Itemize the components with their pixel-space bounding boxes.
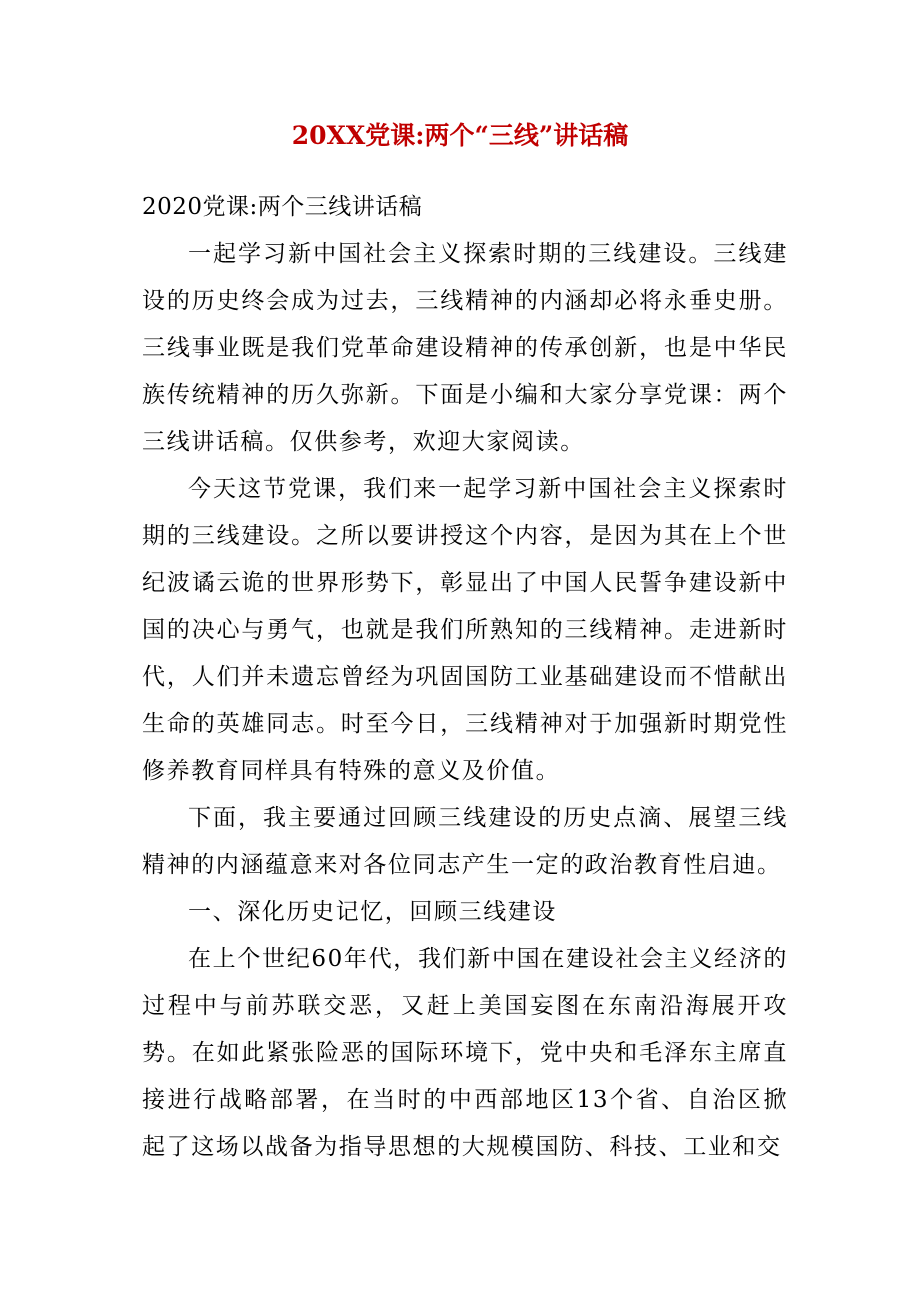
document-body: [142, 184, 788, 1171]
paragraph-overview: 下面，我主要通过回顾三线建设的历史点滴、展望三线精神的内涵蕴意来对各位同志产生一定的政治教育性启迪。: [142, 805, 788, 878]
document-title: 20XX党课:两个“三线”讲话稿: [291, 121, 629, 150]
paragraph-today-lesson: 今天这节党课，我们来一起学习新中国社会主义探索时期的三线建设。之所以要讲授这个内容，是因为其在上个世纪波谲云诡的世界形势下，彰显出了中国人民誓争建设新中国的决心与勇气，也就是我们所熟知的三线精神。走进新时代，人们并未遗忘曾经为巩固国防工业基础建设而不惜献出生命的英雄同志。时至今日，三线精神对于加强新时期党性修养教育同样具有特殊的意义及价值。: [142, 476, 788, 784]
document-subtitle: 2020党课:两个三线讲话稿: [142, 194, 423, 220]
paragraph-intro: 一起学习新中国社会主义探索时期的三线建设。三线建设的历史终会成为过去，三线精神的内涵却必将永垂史册。三线事业既是我们党革命建设精神的传承创新，也是中华民族传统精神的历久弥新。下面是小编和大家分享党课：两个三线讲话稿。仅供参考，欢迎大家阅读。: [142, 241, 788, 455]
section-heading-1: 一、深化历史记忆，回顾三线建设: [188, 899, 557, 925]
paragraph-history: 在上个世纪60年代，我们新中国在建设社会主义经济的过程中与前苏联交恶，又赶上美国妄图在东南沿海展开攻势。在如此紧张险恶的国际环境下，党中央和毛泽东主席直接进行战略部署，在当时的中西部地区13个省、自治区掀起了这场以战备为指导思想的大规模国防、科技、工业和交: [142, 946, 788, 1160]
